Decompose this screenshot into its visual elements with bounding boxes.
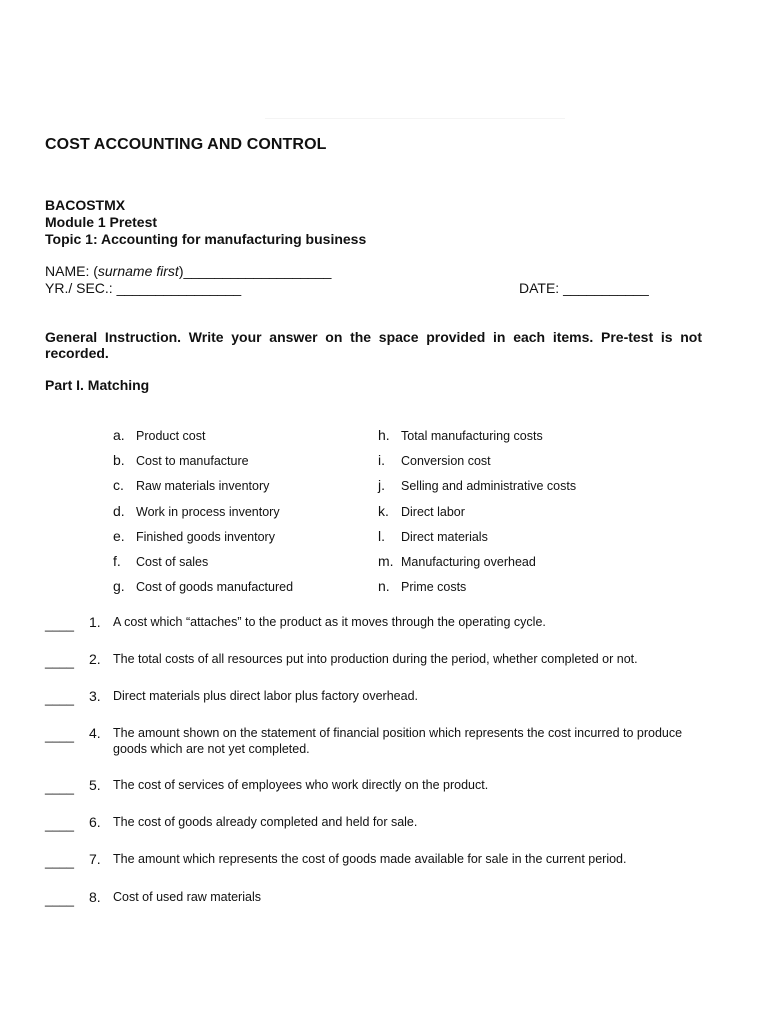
choice-letter: k. (378, 502, 389, 519)
module-label: Module 1 Pretest (45, 214, 158, 230)
question-number: 7. (89, 851, 101, 867)
date-field: DATE: ___________ (519, 280, 649, 296)
choice-item (113, 553, 293, 578)
answer-blank: ____ (45, 854, 74, 869)
question-item (45, 725, 705, 757)
choice-letter: n. (378, 578, 390, 595)
choice-letter: c. (113, 477, 124, 494)
choice-letter: l. (378, 527, 385, 544)
choice-letter: a. (113, 427, 125, 443)
choice-text: Selling and administrative costs (401, 479, 577, 494)
choice-letter: b. (113, 452, 125, 469)
choice-item (378, 477, 576, 502)
choice-item (378, 427, 576, 452)
general-instruction: General Instruction. Write your answer on the space provided in each items. Pre-test is not recorded. (45, 329, 702, 361)
name-hint: surname first (97, 263, 179, 279)
question-number: 5. (89, 777, 101, 793)
question-number: 6. (89, 814, 101, 830)
choice-letter: e. (113, 527, 125, 544)
choice-letter: j. (378, 477, 385, 494)
answer-blank: ____ (45, 892, 74, 907)
question-text: Cost of used raw materials (113, 890, 261, 904)
choice-item (113, 528, 293, 553)
choice-item (113, 427, 293, 452)
document-title: COST ACCOUNTING AND CONTROL (45, 136, 327, 153)
choice-item (378, 528, 576, 553)
course-code: BACOSTMX (45, 197, 126, 213)
choice-item (113, 452, 293, 477)
choice-text: Cost to manufacture (136, 454, 249, 469)
year-section-field: YR./ SEC.: ________________ (45, 280, 242, 296)
choice-text: Prime costs (401, 580, 467, 595)
question-number: 4. (89, 725, 101, 741)
choice-letter: h. (378, 427, 390, 443)
question-item (45, 889, 705, 907)
question-text: Direct materials plus direct labor plus factory overhead. (113, 689, 418, 703)
choice-letter: m. (378, 552, 394, 569)
choice-letter: i. (378, 452, 385, 469)
question-number: 2. (89, 651, 101, 667)
choice-text: Conversion cost (401, 454, 491, 469)
choice-item (378, 503, 576, 528)
answer-blank: ____ (45, 780, 74, 795)
answer-blank: ____ (45, 617, 74, 632)
choice-item (113, 503, 293, 528)
choice-letter: f. (113, 552, 121, 569)
topic-label: Topic 1: Accounting for manufacturing business (45, 231, 367, 247)
choice-text: Raw materials inventory (136, 479, 270, 494)
name-field (45, 263, 331, 279)
choice-text: Product cost (136, 429, 206, 443)
choice-text: Total manufacturing costs (401, 429, 543, 443)
header-rule (265, 118, 565, 119)
choice-text: Direct materials (401, 529, 488, 544)
part-heading: Part I. Matching (45, 377, 150, 393)
question-number: 3. (89, 688, 101, 704)
choice-text: Cost of sales (136, 554, 209, 569)
choice-text: Work in process inventory (136, 504, 280, 519)
question-text: The total costs of all resources put into production during the period, whether completed or not. (113, 652, 638, 666)
question-number: 8. (89, 889, 101, 905)
answer-blank: ____ (45, 728, 74, 743)
question-item (45, 651, 705, 669)
answer-blank: ____ (45, 691, 74, 706)
choice-item (113, 477, 293, 502)
choice-text: Finished goods inventory (136, 529, 275, 544)
choice-text: Cost of goods manufactured (136, 580, 294, 595)
question-item (45, 777, 705, 795)
name-label: NAME: ( (45, 263, 98, 279)
choice-text: Manufacturing overhead (401, 554, 536, 569)
choice-text: Direct labor (401, 504, 465, 519)
question-text: The amount which represents the cost of goods made available for sale in the current period. (113, 852, 627, 866)
question-text: The amount shown on the statement of financial position which represents the cost incurred to produce goods which are not yet completed. (113, 726, 683, 756)
choice-item (113, 578, 293, 603)
question-number: 1. (89, 614, 101, 630)
choice-letter: d. (113, 502, 125, 519)
answer-blank: ____ (45, 654, 74, 669)
course-info (45, 197, 366, 248)
question-text: The cost of goods already completed and held for sale. (113, 815, 418, 829)
choices-left-column (113, 427, 293, 603)
question-item (45, 851, 705, 869)
choice-item (378, 553, 576, 578)
name-blank: )___________________ (178, 263, 332, 279)
choice-item (378, 452, 576, 477)
answer-blank: ____ (45, 817, 74, 832)
question-item (45, 614, 705, 632)
question-text: The cost of services of employees who work directly on the product. (113, 778, 489, 792)
choices-right-column (378, 427, 576, 603)
choice-letter: g. (113, 578, 125, 595)
choice-item (378, 578, 576, 603)
question-item (45, 814, 705, 832)
question-text: A cost which “attaches” to the product as it moves through the operating cycle. (113, 615, 546, 629)
question-item (45, 688, 705, 706)
